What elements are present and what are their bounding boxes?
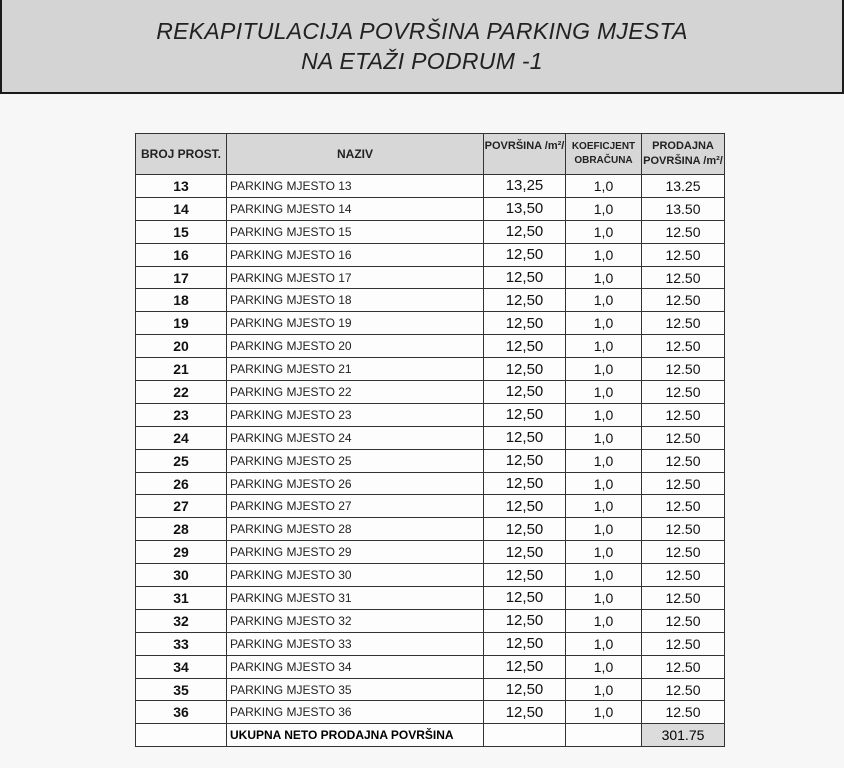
cell-broj: 24 bbox=[136, 426, 227, 449]
cell-prodajna: 12.50 bbox=[642, 449, 725, 472]
cell-broj: 36 bbox=[136, 701, 227, 724]
table-row bbox=[136, 175, 725, 198]
cell-koeficjent: 1,0 bbox=[566, 403, 642, 426]
cell-broj: 20 bbox=[136, 335, 227, 358]
page-title-line-2: NA ETAŽI PODRUM -1 bbox=[301, 48, 543, 74]
page-title-line-1: REKAPITULACIJA POVRŠINA PARKING MJESTA bbox=[156, 18, 688, 44]
cell-prodajna: 12.50 bbox=[642, 243, 725, 266]
cell-prodajna: 12.50 bbox=[642, 335, 725, 358]
cell-povrsina: 13,25 bbox=[484, 175, 566, 198]
cell-broj: 21 bbox=[136, 358, 227, 381]
table-row bbox=[136, 701, 725, 724]
cell-koeficjent: 1,0 bbox=[566, 266, 642, 289]
header-prodajna bbox=[642, 134, 725, 175]
cell-koeficjent: 1,0 bbox=[566, 449, 642, 472]
table-row bbox=[136, 587, 725, 610]
cell-povrsina: 12,50 bbox=[484, 564, 566, 587]
header-koeficjent-line-2: OBRAČUNA bbox=[574, 155, 633, 166]
table-row bbox=[136, 220, 725, 243]
cell-broj: 31 bbox=[136, 587, 227, 610]
cell-povrsina: 12,50 bbox=[484, 335, 566, 358]
total-value: 301.75 bbox=[642, 724, 725, 747]
cell-naziv: PARKING MJESTO 23 bbox=[227, 403, 484, 426]
cell-koeficjent: 1,0 bbox=[566, 335, 642, 358]
cell-prodajna: 12.50 bbox=[642, 609, 725, 632]
table-total-row bbox=[136, 724, 725, 747]
cell-prodajna: 12.50 bbox=[642, 381, 725, 404]
cell-prodajna: 12.50 bbox=[642, 678, 725, 701]
table-row bbox=[136, 678, 725, 701]
cell-koeficjent: 1,0 bbox=[566, 678, 642, 701]
cell-koeficjent: 1,0 bbox=[566, 175, 642, 198]
cell-prodajna: 12.50 bbox=[642, 220, 725, 243]
cell-koeficjent: 1,0 bbox=[566, 426, 642, 449]
cell-broj: 19 bbox=[136, 312, 227, 335]
cell-koeficjent: 1,0 bbox=[566, 564, 642, 587]
cell-koeficjent: 1,0 bbox=[566, 541, 642, 564]
cell-povrsina: 12,50 bbox=[484, 358, 566, 381]
header-prodajna-line-2: POVRŠINA /m²/ bbox=[643, 155, 723, 167]
cell-povrsina: 12,50 bbox=[484, 655, 566, 678]
cell-broj: 28 bbox=[136, 518, 227, 541]
cell-broj: 13 bbox=[136, 175, 227, 198]
cell-naziv: PARKING MJESTO 18 bbox=[227, 289, 484, 312]
cell-naziv: PARKING MJESTO 25 bbox=[227, 449, 484, 472]
cell-naziv: PARKING MJESTO 31 bbox=[227, 587, 484, 610]
cell-povrsina: 12,50 bbox=[484, 449, 566, 472]
table-row bbox=[136, 197, 725, 220]
cell-naziv: PARKING MJESTO 17 bbox=[227, 266, 484, 289]
header-naziv: NAZIV bbox=[227, 134, 484, 175]
cell-naziv: PARKING MJESTO 13 bbox=[227, 175, 484, 198]
table-row bbox=[136, 655, 725, 678]
cell-naziv: PARKING MJESTO 33 bbox=[227, 632, 484, 655]
cell-prodajna: 13.25 bbox=[642, 175, 725, 198]
cell-naziv: PARKING MJESTO 16 bbox=[227, 243, 484, 266]
table-row bbox=[136, 266, 725, 289]
table-row bbox=[136, 541, 725, 564]
cell-naziv: PARKING MJESTO 28 bbox=[227, 518, 484, 541]
cell-povrsina: 12,50 bbox=[484, 495, 566, 518]
cell-koeficjent: 1,0 bbox=[566, 701, 642, 724]
cell-povrsina: 12,50 bbox=[484, 220, 566, 243]
cell-broj: 14 bbox=[136, 197, 227, 220]
cell-naziv: PARKING MJESTO 30 bbox=[227, 564, 484, 587]
header-prodajna-line-1: PRODAJNA bbox=[652, 140, 714, 152]
cell-empty bbox=[566, 724, 642, 747]
table-row bbox=[136, 449, 725, 472]
cell-koeficjent: 1,0 bbox=[566, 472, 642, 495]
cell-prodajna: 12.50 bbox=[642, 358, 725, 381]
cell-prodajna: 12.50 bbox=[642, 655, 725, 678]
cell-koeficjent: 1,0 bbox=[566, 518, 642, 541]
cell-empty bbox=[136, 724, 227, 747]
cell-prodajna: 12.50 bbox=[642, 426, 725, 449]
table-row bbox=[136, 335, 725, 358]
cell-koeficjent: 1,0 bbox=[566, 495, 642, 518]
cell-povrsina: 12,50 bbox=[484, 403, 566, 426]
cell-koeficjent: 1,0 bbox=[566, 243, 642, 266]
cell-broj: 33 bbox=[136, 632, 227, 655]
table-row bbox=[136, 312, 725, 335]
cell-broj: 18 bbox=[136, 289, 227, 312]
table-row bbox=[136, 495, 725, 518]
cell-koeficjent: 1,0 bbox=[566, 289, 642, 312]
cell-prodajna: 12.50 bbox=[642, 564, 725, 587]
cell-povrsina: 12,50 bbox=[484, 587, 566, 610]
cell-povrsina: 12,50 bbox=[484, 609, 566, 632]
cell-naziv: PARKING MJESTO 35 bbox=[227, 678, 484, 701]
parking-area-table bbox=[135, 133, 725, 747]
cell-naziv: PARKING MJESTO 34 bbox=[227, 655, 484, 678]
cell-koeficjent: 1,0 bbox=[566, 358, 642, 381]
cell-naziv: PARKING MJESTO 20 bbox=[227, 335, 484, 358]
cell-naziv: PARKING MJESTO 14 bbox=[227, 197, 484, 220]
header-povrsina: POVRŠINA /m²/ bbox=[484, 134, 566, 175]
cell-povrsina: 12,50 bbox=[484, 243, 566, 266]
cell-povrsina: 12,50 bbox=[484, 381, 566, 404]
table-row bbox=[136, 243, 725, 266]
table-row bbox=[136, 518, 725, 541]
header-koeficjent-line-1: KOEFICJENT bbox=[571, 141, 636, 152]
cell-broj: 35 bbox=[136, 678, 227, 701]
cell-broj: 29 bbox=[136, 541, 227, 564]
header-broj: BROJ PROST. bbox=[136, 134, 227, 175]
cell-broj: 30 bbox=[136, 564, 227, 587]
total-label: UKUPNA NETO PRODAJNA POVRŠINA bbox=[227, 724, 484, 747]
cell-naziv: PARKING MJESTO 15 bbox=[227, 220, 484, 243]
cell-naziv: PARKING MJESTO 27 bbox=[227, 495, 484, 518]
cell-broj: 17 bbox=[136, 266, 227, 289]
cell-koeficjent: 1,0 bbox=[566, 220, 642, 243]
table-row bbox=[136, 381, 725, 404]
cell-broj: 25 bbox=[136, 449, 227, 472]
table-header-row bbox=[136, 134, 725, 175]
cell-naziv: PARKING MJESTO 19 bbox=[227, 312, 484, 335]
cell-povrsina: 12,50 bbox=[484, 312, 566, 335]
cell-povrsina: 12,50 bbox=[484, 518, 566, 541]
cell-povrsina: 12,50 bbox=[484, 632, 566, 655]
cell-naziv: PARKING MJESTO 29 bbox=[227, 541, 484, 564]
cell-povrsina: 12,50 bbox=[484, 541, 566, 564]
cell-prodajna: 12.50 bbox=[642, 495, 725, 518]
cell-broj: 23 bbox=[136, 403, 227, 426]
cell-prodajna: 12.50 bbox=[642, 403, 725, 426]
cell-prodajna: 12.50 bbox=[642, 632, 725, 655]
cell-broj: 22 bbox=[136, 381, 227, 404]
cell-broj: 32 bbox=[136, 609, 227, 632]
header-koeficjent bbox=[566, 134, 642, 175]
table-row bbox=[136, 564, 725, 587]
cell-prodajna: 12.50 bbox=[642, 266, 725, 289]
cell-povrsina: 12,50 bbox=[484, 266, 566, 289]
cell-povrsina: 13,50 bbox=[484, 197, 566, 220]
cell-broj: 26 bbox=[136, 472, 227, 495]
cell-koeficjent: 1,0 bbox=[566, 655, 642, 678]
cell-naziv: PARKING MJESTO 36 bbox=[227, 701, 484, 724]
cell-broj: 15 bbox=[136, 220, 227, 243]
cell-empty bbox=[484, 724, 566, 747]
table-row bbox=[136, 426, 725, 449]
cell-povrsina: 12,50 bbox=[484, 426, 566, 449]
cell-koeficjent: 1,0 bbox=[566, 381, 642, 404]
cell-naziv: PARKING MJESTO 32 bbox=[227, 609, 484, 632]
cell-prodajna: 12.50 bbox=[642, 289, 725, 312]
cell-prodajna: 12.50 bbox=[642, 587, 725, 610]
cell-povrsina: 12,50 bbox=[484, 289, 566, 312]
cell-naziv: PARKING MJESTO 21 bbox=[227, 358, 484, 381]
cell-koeficjent: 1,0 bbox=[566, 609, 642, 632]
cell-broj: 16 bbox=[136, 243, 227, 266]
table-row bbox=[136, 472, 725, 495]
page-header bbox=[0, 0, 844, 94]
table-row bbox=[136, 289, 725, 312]
cell-koeficjent: 1,0 bbox=[566, 632, 642, 655]
cell-naziv: PARKING MJESTO 26 bbox=[227, 472, 484, 495]
cell-prodajna: 13.50 bbox=[642, 197, 725, 220]
cell-broj: 27 bbox=[136, 495, 227, 518]
table-row bbox=[136, 403, 725, 426]
table-body bbox=[136, 175, 725, 747]
cell-povrsina: 12,50 bbox=[484, 678, 566, 701]
cell-naziv: PARKING MJESTO 24 bbox=[227, 426, 484, 449]
cell-broj: 34 bbox=[136, 655, 227, 678]
cell-prodajna: 12.50 bbox=[642, 518, 725, 541]
cell-koeficjent: 1,0 bbox=[566, 587, 642, 610]
table-row bbox=[136, 358, 725, 381]
cell-naziv: PARKING MJESTO 22 bbox=[227, 381, 484, 404]
cell-koeficjent: 1,0 bbox=[566, 312, 642, 335]
cell-povrsina: 12,50 bbox=[484, 701, 566, 724]
table-row bbox=[136, 609, 725, 632]
cell-koeficjent: 1,0 bbox=[566, 197, 642, 220]
cell-prodajna: 12.50 bbox=[642, 701, 725, 724]
table-row bbox=[136, 632, 725, 655]
cell-povrsina: 12,50 bbox=[484, 472, 566, 495]
cell-prodajna: 12.50 bbox=[642, 472, 725, 495]
cell-prodajna: 12.50 bbox=[642, 541, 725, 564]
cell-prodajna: 12.50 bbox=[642, 312, 725, 335]
